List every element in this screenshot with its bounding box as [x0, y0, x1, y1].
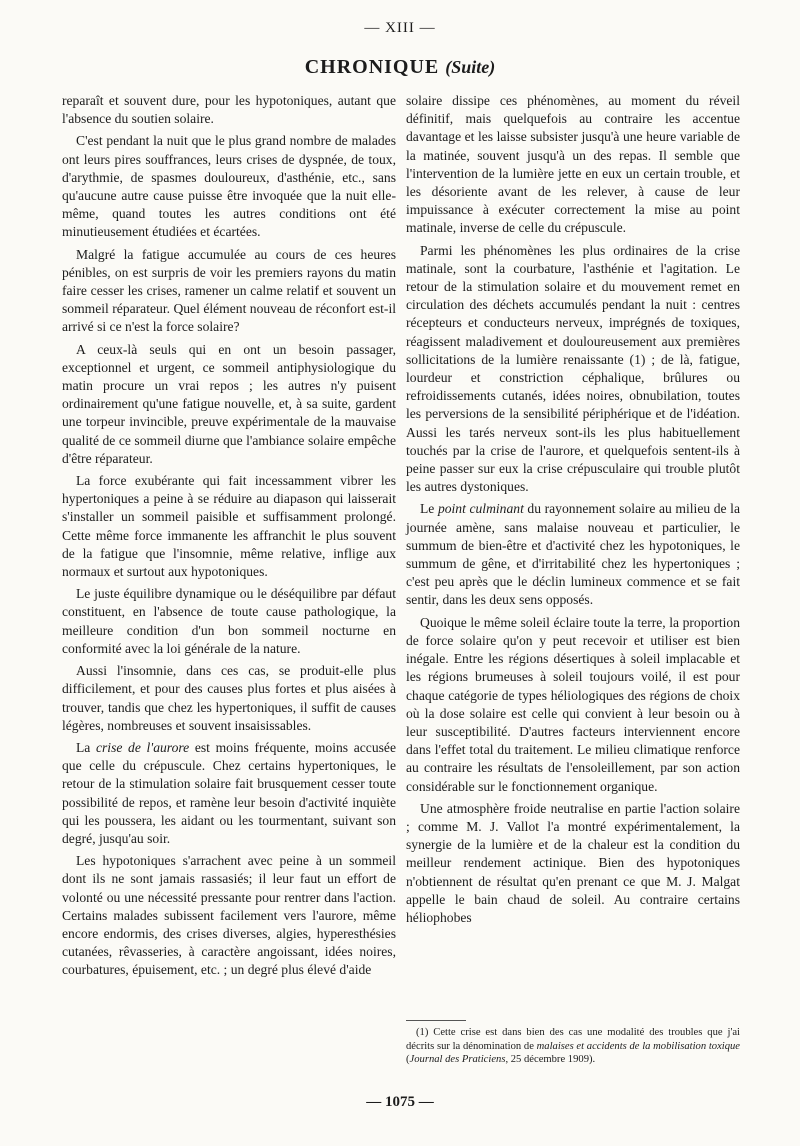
- text-run: , 25 décembre 1909).: [505, 1054, 596, 1066]
- paragraph: Une atmosphère froide neutralise en partie l'action solaire ; comme M. J. Vallot l'a montré expérimentalement, la synergie de la lumière et de la chaleur est la condition du meilleur rendement actinique. Bien des hypotoniques n'obtiennent de résultat qu'en prenant ce que M. J. Malgat appelle le bain chaud de soleil. Au contraire certains héliophobes: [406, 800, 740, 925]
- paragraph: [406, 500, 740, 609]
- italic-term: point culminant: [437, 501, 524, 517]
- text-run: La: [76, 739, 96, 755]
- paragraph: reparaît et souvent dure, pour les hypotoniques, autant que l'absence du soutien solaire.: [62, 93, 396, 127]
- title-suffix: (Suite): [445, 57, 496, 77]
- italic-term: crise de l'aurore: [95, 739, 190, 755]
- paragraph: La force exubérante qui fait incessamment vibrer les hypertoniques a peine à se réduire au diapason qui laisserait s'installer un sommeil paisible et suffisamment prolongé. Cette même force immanente les affranchit le plus souvent de la fatigue que l'insomnie, même relative, inflige aux normaux et surtout aux hypotoniques.: [62, 473, 396, 580]
- text-run: est moins fréquente, moins accusée que celle du crépuscule. Chez certains hypertoniques, le retour de la stimulation solaire fait brusquement cesser toute possibilité de repos, et ramène leur besoin d'activité inquiète qui les poussera, les aidant ou les tourmentant, suivant son degré, jusqu'au soir.: [62, 739, 396, 846]
- footnote-divider: [406, 1020, 466, 1021]
- italic-term: Journal des Praticiens: [409, 1054, 506, 1066]
- paragraph: C'est pendant la nuit que le plus grand nombre de malades ont leurs pires souffrances, leurs crises de dyspnée, de toux, d'arythmie, de spasmes douloureux, d'asthénie, etc., sans qu'aucune autre cause puisse être invoquée que la nuit elle-même, quand toutes les autres conditions ont été minutieusement étudiées et écartées.: [62, 133, 396, 240]
- paragraph: Le juste équilibre dynamique ou le déséquilibre par défaut constituent, en l'absence de toute cause pathologique, la meilleure condition d'un bon sommeil nocturne en conformité avec la loi générale de la nature.: [62, 586, 396, 656]
- paragraph: A ceux-là seuls qui en ont un besoin passager, exceptionnel et urgent, ce sommeil antiphysiologique du matin procure un vrai repos ; les autres n'y puisent ordinairement qu'une fatigue nouvelle, et, à sa suite, gardent une torpeur invincible, preuve expérimentale de la mauvaise qualité de ce sommeil diurne que l'ambiance solaire empêche d'être réparateur.: [62, 341, 396, 466]
- italic-term: malaises et accidents de la mobilisation toxique: [536, 1040, 741, 1052]
- page-number: — 1075 —: [366, 1094, 434, 1110]
- text-run: (: [406, 1054, 410, 1066]
- paragraph: solaire dissipe ces phénomènes, au moment du réveil définitif, mais quelquefois au contraire les accentue davantage et les laisse subsister jusqu'à une heure variable de la matinée, souvent jusqu'à un des repas. Il semble que l'intervention de la lumière jette en eux un certain trouble, et les désoriente avant de les relever, à cause de leur impuissance à exécuter correctement la mise au point matinale, inverse de celle du crépuscule.: [406, 93, 740, 236]
- left-column: [62, 92, 396, 984]
- chronique-title: CHRONIQUE: [304, 56, 440, 78]
- text-run: (1) Cette crise est dans bien des cas une modalité des troubles que j'ai décrits sur la dénomination de: [406, 1027, 740, 1052]
- paragraph: Parmi les phénomènes les plus ordinaires de la crise matinale, sont la courbature, l'asthénie et l'agitation. Le retour de la stimulation solaire et du mouvement remet en circulation des déchets accumulés pendant la nuit : centres récepteurs et conducteurs nerveux, imprégnés de toxiques, réagissent maladivement et douloureusement aux premières sollicitations de la lumière renaissante (1) ; de là, fatigue, lourdeur et constriction céphalique, brûlures ou refroidissements cutanés, idées noires, obnubilation, toutes les perversions de la sensibilité périphérique et de l'idéation. Aussi les tarés nerveux sont-ils les plus habituellement touchés par la crise de l'aurore, et quelquefois sentent-ils à peine passer sur eux la crise crépusculaire qui trouble plutôt les autres dystoniques.: [406, 242, 740, 495]
- text-run: du rayonnement solaire au milieu de la journée amène, sans malaise nouveau et particulier, le summum de bien-être et d'activité chez les hypotoniques, le summum de gêne, et d'irritabilité chez les hypertoniques ; c'est peu après que le déclin lumineux commence et se fait sentir, dans les deux sens opposés.: [406, 501, 740, 608]
- page-number-roman: — XIII —: [364, 20, 436, 36]
- page-title: [0, 56, 800, 79]
- paragraph: Malgré la fatigue accumulée au cours de ces heures pénibles, on est surpris de voir les premiers rayons du matin faire cesser les crises, ramener un calme relatif et souvent un sommeil réparateur. Quel élément nouveau de réconfort est-il arrivé si ce n'est la force solaire?: [62, 246, 396, 335]
- right-column: [406, 92, 740, 931]
- paragraph: Les hypotoniques s'arrachent avec peine à un sommeil dont ils ne sont jamais rassasiés; il leur faut un effort de volonté ou une nécessité pressante pour rentrer dans l'action. Certains malades subissent facilement vers l'aurore, même encore endormis, des crises diverses, algies, hyperesthésies cutanées, rêvasseries, à caractère angoissant, idées noires, courbatures, épuisement, etc. ; un degré plus élevé d'aide: [62, 853, 396, 978]
- text-run: Le: [420, 501, 438, 517]
- paragraph: Aussi l'insomnie, dans ces cas, se produit-elle plus difficilement, et pour des causes plus fortes et plus aisées à trouver, tandis que chez les hypertoniques, il suffit de causes légères, nombreuses et souvent insaisissables.: [62, 663, 396, 733]
- paragraph: Quoique le même soleil éclaire toute la terre, la proportion de force solaire qu'on y peut recevoir et utiliser est bien inégale. Entre les régions désertiques à soleil implacable et les régions brumeuses à soleil toujours voilé, il est pour chaque catégorie de types héliologiques des régions de choix où la dose solaire est celle qui convient à leur besoin ou à leur susceptibilité. D'autres facteurs interviennent encore dans l'effet total du traitement. Le milieu climatique renforce au contraire les résultats de l'ensoleillement, par son action considérable sur le fonctionnement organique.: [406, 614, 740, 794]
- footnote: [406, 1026, 740, 1067]
- paragraph: [62, 739, 396, 848]
